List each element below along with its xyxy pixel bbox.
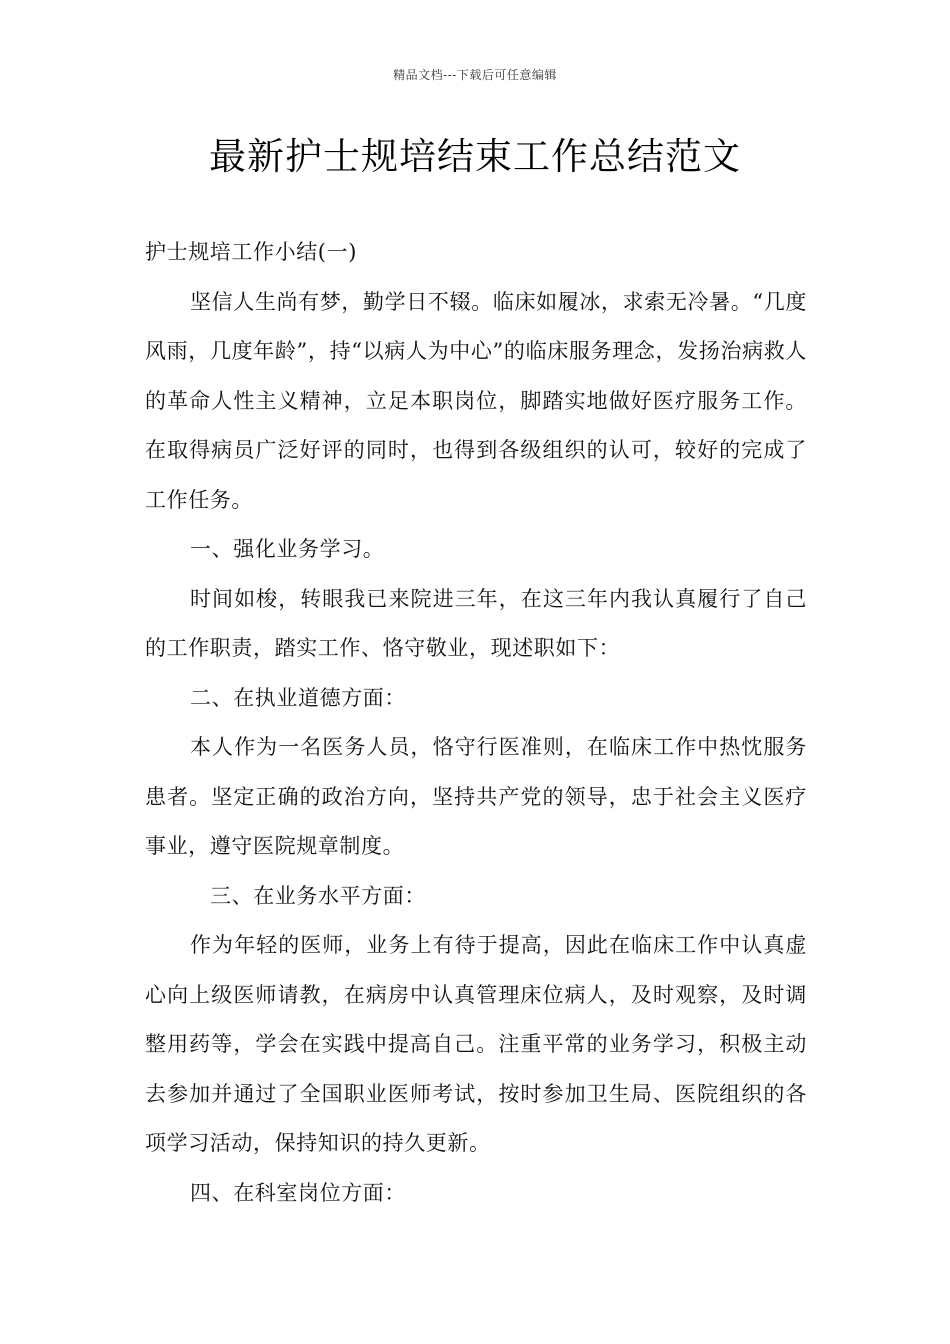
document-body [145, 228, 807, 1218]
paragraph: 时间如梭，转眼我已来院进三年，在这三年内我认真履行了自己的工作职责，踏实工作、恪守敬业，现述职如下： [145, 586, 807, 660]
paragraph: 坚信人生尚有梦，勤学日不辍。临床如履冰，求索无冷暑。“几度风雨，几度年龄”，持“以病人为中心”的临床服务理念，发扬治病救人的革命人性主义精神，立足本职岗位，脚踏实地做好医疗服务工作。在取得病员广泛好评的同时，也得到各级组织的认可，较好的完成了工作任务。 [145, 289, 807, 512]
paragraph: 作为年轻的医师，业务上有待于提高，因此在临床工作中认真虚心向上级医师请教，在病房中认真管理床位病人，及时观察，及时调整用药等，学会在实践中提高自己。注重平常的业务学习，积极主动去参加并通过了全国职业医师考试，按时参加卫生局、医院组织的各项学习活动，保持知识的持久更新。 [145, 933, 807, 1155]
section-heading: 三、在业务水平方面： [210, 883, 426, 908]
section-heading: 二、在执业道德方面： [190, 685, 406, 710]
document-title: 最新护士规培结束工作总结范文 [209, 135, 741, 178]
paragraph: 本人作为一名医务人员，恪守行医准则，在临床工作中热忱服务患者。坚定正确的政治方向，坚持共产党的领导，忠于社会主义医疗事业，遵守医院规章制度。 [145, 735, 807, 858]
section-heading: 护士规培工作小结(一) [145, 240, 357, 264]
section-heading: 一、强化业务学习。 [190, 537, 385, 561]
section-heading: 四、在科室岗位方面： [190, 1180, 406, 1205]
header-note: 精品文档---下载后可任意编辑 [393, 68, 557, 82]
